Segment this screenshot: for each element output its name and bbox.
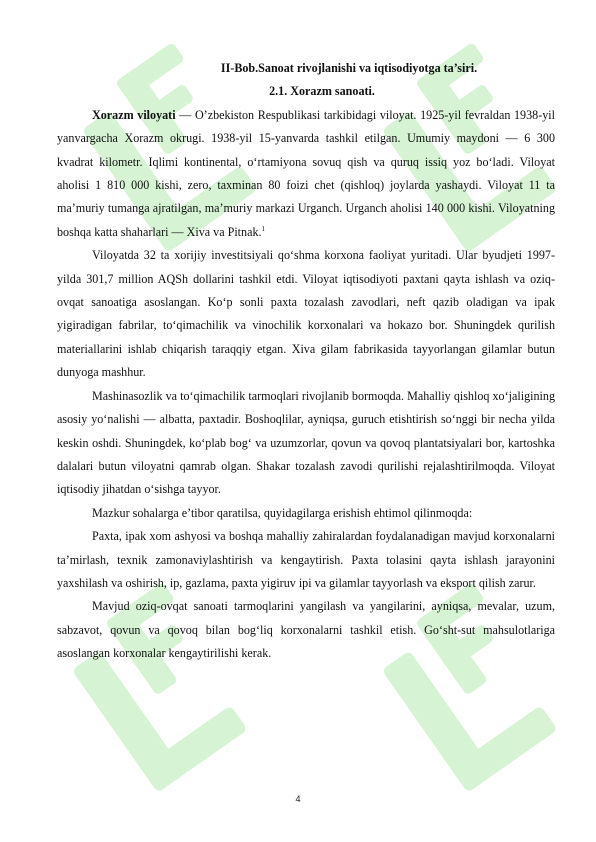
paragraph [57,104,555,244]
section-title: 2.1. Xorazm sanoati. [269,84,375,99]
page-number: 4 [295,794,301,804]
paragraph: Mazkur sohalarga e’tibor qaratilsa, quyidagilarga erishish ehtimol qilinmoqda: [92,505,473,520]
paragraph: Mavjud oziq-ovqat sanoati tarmoqlarini yangilash va yangilarini, ayniqsa, mevalar, uzum, sabzavot, qovun va qovoq bilan bog‘liq korxonalarni tashkil etish. Go‘sht-sut mahsulotlariga asoslangan korxonalar kengaytirilishi kerak. [57,599,555,661]
paragraph: Mashinasozlik va to‘qimachilik tarmoqlari rivojlanib bormoqda. Mahalliy qishloq xo‘jaligining asosiy yo‘nalishi — albatta, paxtadir. Boshoqlilar, ayniqsa, guruch etishtirish so‘nggi bir necha yilda keskin oshdi. Shuningdek, ko‘plab bog‘ va uzumzorlar, qovun va qovoq plantatsiyalari bor, kartoshka dalalari butun viloyatni qamrab olgan. Shakar tozalash zavodi qurilishi rejalashtirilmoqda. Viloyat iqtisodiy jihatdan o‘sishga tayyor. [57,388,555,497]
chapter-title: II-Bob.Sanoat rivojlanishi va iqtisodiyotga ta’siri. [220,61,478,75]
footnote-ref[interactable]: 1 [261,224,266,233]
document-body [57,57,555,666]
paragraph: Viloyatda 32 ta xorijiy investitsiyali qo‘shma korxona faoliyat yuritadi. Ular byudjeti 1997-yilda 301,7 million AQSh dollarini tashkil etdi. Viloyat iqtisodiyoti paxtani qayta ishlash va oziq-ovqat sanoatiga asoslangan. Ko‘p sonli paxta tozalash zavodlari, neft qazib oladigan va ipak yigiradigan fabrilar, to‘qimachilik va vinochilik korxonalari va hokazo bor. Shuningdek qurilish materiallarini ishlab chiqarish taraqqiy etgan. Xiva gilam fabrikasida tayyorlangan gilamlar butun dunyoga mashhur. [57,248,555,380]
paragraph-lead: Xorazm viloyati [92,107,176,122]
paragraph: Paxta, ipak xom ashyosi va boshqa mahalliy zahiralardan foydalanadigan mavjud korxonalarni ta’mirlash, texnik zamonaviylashtirish va kengaytirish. Paxta tolasini qayta ishlash jarayonini yaxshilash va oshirish, ip, gazlama, paxta yigiruv ipi va gilamlar tayyorlash va eksport qilish zarur. [57,529,555,590]
paragraph-text: — O’zbekiston Respublikasi tarkibidagi viloyat. 1925-yil fevraldan 1938-yil yanvargacha Xorazm okrugi. 1938-yil 15-yanvarda tashkil etilgan. Umumiy maydoni — 6 300 kvadrat kilometr. Iqlimi kontinental, o‘rtamiyona sovuq qish va quruq issiq yoz bo‘ladi. Viloyat aholisi 1 810 000 kishi, zero, taxminan 80 foizi chet (qishloq) joylarda yashaydi. Viloyat 11 ta ma’muriy tumanga ajratilgan, ma’muriy markazi Urganch. Urganch aholisi 140 000 kishi. Viloyatning boshqa katta shaharlari — Xiva va Pitnak. [57,107,555,239]
